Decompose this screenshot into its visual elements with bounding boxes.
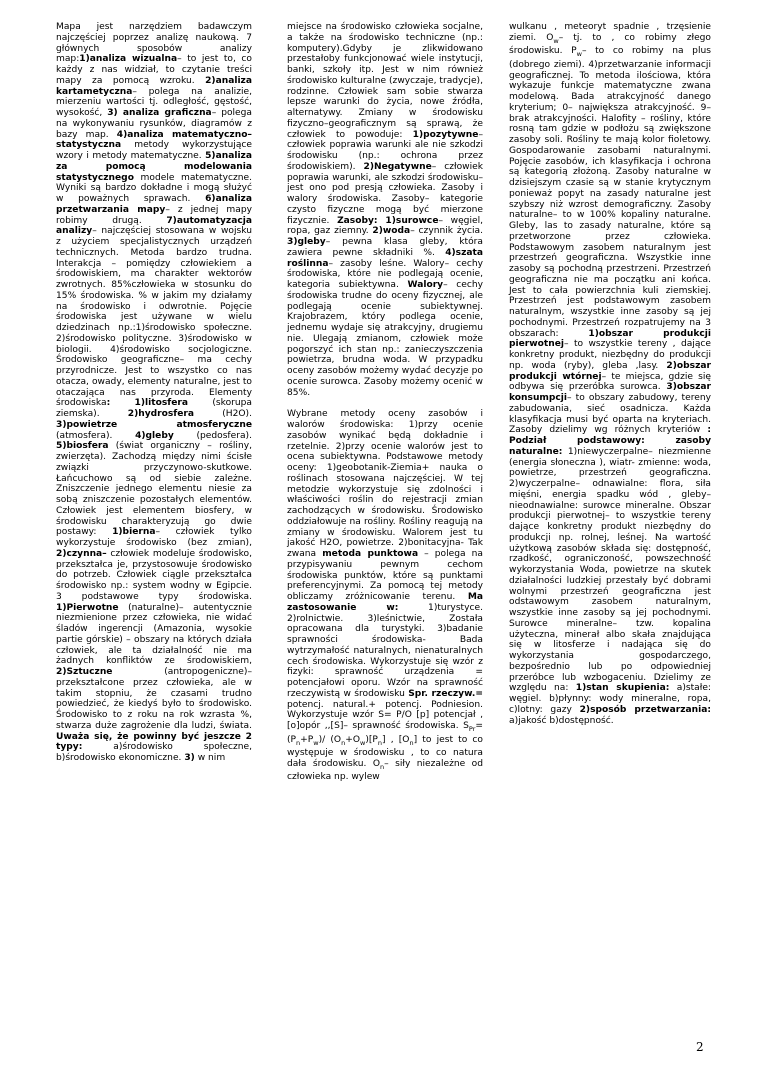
text-run: (skorupa ziemska). [56, 398, 252, 419]
text-run: – tj. to , co robimy złego środowisku. P [509, 32, 712, 57]
bold-text: 2)sposób przetwarzania: [579, 704, 711, 715]
bold-text: 2)obszar produkcji wtórnej [509, 360, 711, 382]
text-run: (atmosfera). [56, 430, 136, 441]
bold-text: 6)analiza przetwarzania mapy [56, 194, 252, 215]
bold-text: Walory [407, 280, 444, 290]
bold-text: 5)analiza za pomocą modelowania statystycznego [56, 151, 252, 183]
bold-text: 4)szata roślinna [287, 247, 483, 269]
text-run [110, 398, 134, 408]
text-run: potencj. natural.+ potencj. Podniesion. Wykorzystuje wzór S= P/O [p] potencjał ,[o]opór ,,[S]– sprawność środowiska. S [287, 699, 483, 731]
text-run: – pewna klasa gleby, która zawiera pewne składniki %. [287, 237, 483, 258]
bold-text: 1)analiza wizualna [79, 54, 178, 65]
subscript-text: w [553, 36, 559, 45]
page-number: 2 [696, 1040, 704, 1054]
text-run: – czynnik życia. [410, 226, 483, 237]
text-run: – polega na analizie, mierzeniu wartości tj. odległość, gęstość, wysokość, [56, 86, 252, 118]
text-run: – cechy środowiska trudne do oceny fizycznej, ale podlegają ocenie subiektywnej. Krajobrazem, który podlega ocenie, jednemu wydaje się atrakcyjny, drugiemu nie. Ulegają zmianom, człowiek może pogorszyć ich stan np.: zanieczyszczenia powietrza, brudna woda. W przypadku oceny zasobów możemy wydać decyzje po ocenie surowca. Zasoby możemy ocenić w 85%. [287, 280, 483, 398]
bold-text: 2)hydrosfera [127, 409, 195, 419]
text-run: a)środowisko społeczne, b)środowisko ekonomiczne. [56, 742, 252, 763]
bold-text: Uważa się, że powinny być jeszcze 2 typy: [56, 731, 252, 753]
subscript-text: n [380, 762, 385, 771]
bold-text: 3) analiza graficzna [107, 108, 212, 118]
bold-text: : Podział podstawowy: zasoby naturalne: [509, 425, 711, 457]
text-run: – to obszary zabudowy, tereny zabudowania, sieć osadnicza. Każda klasyfikacja musi być oparta na kryteriach. Zasoby dzielimy wg różnych kryteriów [509, 393, 711, 436]
text-run: (świat organiczny – rośliny, zwierzęta). Zachodzą między nimi ścisłe związki przyczynowo-skutkowe. Łańcuchowo są od siebie zależne. Zniszczenie jednego elementu niesie za sobą zniszczenie pozostałych elementów. Człowiek jest elementem biosfery, w środowisku charakteryzują go dwie postawy: [56, 441, 252, 538]
paragraph [287, 409, 483, 783]
bold-text: Spr. rzeczyw.= [408, 688, 483, 699]
text-run: 1)turystyce. 2)rolnictwie. 3)leśnictwie, Została opracowana dla turystyki. 3)badanie sprawności środowiska- Bada wytrzymałość naturalnych, nienaturalnych cech środowiska. Wykorzystuje się wzór z fizyki: sprawność urządzenia = potencjałowi oporu. Wzór na sprawność rzeczywistą w środowisku [287, 602, 483, 699]
bold-text: 2)woda [372, 226, 411, 237]
text-run: Mapa jest narzędziem badawczym najczęściej poprzez analizę naukową. 7 głównych sposobów analizy map: [56, 22, 252, 65]
text-run: – to jest to, co każdy z nas widział, to czytanie treści mapy za pomocą wzroku. [56, 54, 252, 86]
bold-text: : [106, 398, 111, 409]
bold-text: Ma zastosowanie w: [287, 592, 483, 613]
bold-text: metoda punktowa [322, 549, 419, 559]
text-run: a)stałe: węgiel. b)płynny: wody mineralne, ropa, c)lotny: gazy [509, 683, 711, 715]
text-run: człowiek modeluje środowisko, przekształca je, przystosowuje środowisko do potrzeb. Człowiek ciągle przekształca środowisko np.: system wodny w Egipcie. 3 podstawowe typy środowiska. [56, 548, 252, 602]
bold-text: 3)obszar konsumpcji [509, 382, 711, 404]
text-run: – te miejsca, gdzie się odbywa się przeróbka surowca. [509, 371, 711, 393]
text-run: – człowiek tylko wykorzystuje środowisko (bez zmian), [56, 527, 252, 548]
subscript-text: w [359, 738, 366, 747]
text-run: – to wszystkie tereny , dające konkretny produkt, niezbędny do produkcji np. woda (ryby), gleba ,lasy. [509, 339, 711, 371]
text-run: – z jednej mapy robimy drugą. [56, 204, 252, 226]
subscript-text: n [341, 738, 346, 747]
text-run: – siły niezależne od człowieka np. wylew [287, 758, 483, 783]
paragraph [56, 22, 252, 764]
text-run: )[P [365, 734, 378, 745]
paragraph [287, 22, 483, 398]
text-run: )/ (O [318, 734, 342, 745]
text-column-2 [287, 22, 483, 783]
subscript-text: w [576, 50, 582, 59]
text-run: a)jakość b)dostępność. [509, 715, 614, 726]
bold-text: 5)biosfera [56, 441, 109, 452]
text-run: w nim [194, 753, 226, 763]
text-column-1 [56, 22, 252, 764]
text-run: (naturalne)– autentycznie niezmienione przez człowieka, nie widać śladów ingerencji (Amazonia, wysokie partie górskie) – obszary na których działa człowiek, ale ta działalność nie ma żadnych konfliktów ze środowiskiem, [56, 602, 252, 667]
subscript-text: Pr [468, 724, 476, 733]
text-run: – człowiek poprawia warunki, ale szkodzi środowisku– jest ono pod presją człowieka. Zasoby i walory środowiska. Zasoby– kategorie czysto fizyczne mogą być mierzone fizycznie. [287, 161, 483, 226]
paragraph-gap [287, 398, 483, 409]
subscript-text: n [296, 738, 301, 747]
text-run: miejsce na środowisko człowieka socjalne, a także na środowisko techniczne (np.: komputery).Gdyby je zlikwidowano przestałoby funkcjonować wiele instytucji, banki, szkoły itp. Jest w nim również środowisko kulturalne (zwyczaje, tradycje), rodzinne. Człowiek sam sobie stwarza lepsze warunki do życia, nowe źródła, alternatywy. Zmiany w środowisku fizyczno–geograficznym są sprawą, że człowiek to powoduje: [287, 22, 483, 140]
bold-text: 1)obszar produkcji pierwotnej [509, 328, 711, 350]
text-run: (H2O). [194, 409, 252, 419]
text-run: ] , [O [382, 734, 410, 745]
bold-text: 3) [184, 753, 195, 763]
text-run: metody wykorzystujące wzory i metody matematyczne. [56, 140, 252, 161]
text-run: – najczęściej stosowana w wojsku z użyciem specjalistycznych urządzeń technicznych. Metoda bardzo trudna. Interakcja – pomiędzy człowiekiem a środowiskiem, ma charakter wektorów zwrotnych. 85%człowieka w stosunku do 15% środowiska. % w jakim my działamy na środowisko i odwrotnie. Pojęcie środowiska jest używane w wielu dziedzinach np.:1)środowisko społeczne. 2)środowisko polityczne. 3)środowisko w biologii. 4)środowisko socjologiczne. Środowisko geograficzne– ma cechy przyrodnicze. Jest to wszystko co nas otacza, owady, elementy naturalne, jest to otaczająca nas przyroda. Elementy środowiska [56, 226, 252, 409]
bold-text: 7)automatyzacja analizy [56, 215, 252, 237]
bold-text: 1)stan skupienia: [575, 683, 670, 694]
bold-text: 2)Negatywne [363, 161, 432, 172]
text-run: wulkanu , meteoryt spadnie , trzęsienie ziemi. O [509, 22, 711, 43]
text-column-3 [509, 22, 711, 726]
text-run: – człowiek poprawia warunki ale nie szkodzi środowisku (np.: ochrona przez środowiskiem). [287, 129, 483, 172]
text-run: = (P [287, 721, 483, 745]
bold-text: 1)pozytywne [412, 129, 479, 140]
text-run: 1)niewyczerpalne– niezmienne (energia słoneczna ), wiatr- zmienne: woda, powietrze, przestrzeń geograficzna. 2)wyczerpalne– odnawialne: flora, siła mięśni, energia spadku wód , gleby– nieodnawialne: surowce mineralne. Obszar produkcji pierwotnej– to wszystkie tereny dające konkretny produkt niezbędny do produkcji np. rolnej, leśnej. Na wartość użytkową zasobów składa się: dostępność, rzadkość, ograniczoność, powszechność wykorzystania Woda, powietrze na skutek działalności ludzkiej przestały być dobrami wolnymi przestrzeń geograficzna jest odstawowym zasobem naturalnym, wszystkie inne zasoby są jej pochodnymi. Surowce mineralne– tzw. kopalina użyteczna, minerał albo skała znajdująca się w litosferze i nadająca się do wykorzystania gospodarczego, bezpośrednio lub po odpowiedniej przeróbce lub wzbogaceniu. Dzielimy ze względu na: [509, 446, 711, 694]
text-run: – polega na wykonywaniu rysunków, diagramów z bazy map. [56, 108, 252, 140]
text-run: – węgiel, ropa, gaz ziemny. [287, 215, 483, 237]
bold-text: 1)bierna [112, 527, 156, 538]
bold-text: 4)analiza matematyczno– statystyczna [56, 129, 252, 151]
subscript-text: n [377, 738, 383, 747]
bold-text: 1)Pierwotne [56, 602, 119, 613]
bold-text: 2)Sztuczne [56, 667, 113, 677]
text-run: Wybrane metody oceny zasobów i walorów środowiska: 1)przy ocenie zasobów wynikać będą dokładnie i rzetelnie. 2)przy ocenie walorów jest to ocena subiektywna. Podstawowe metody oceny: 1)geobotanik-Ziemia+ nauka o roślinach stosowana najczęściej. W tej metodzie wykorzystuje się zdolności i właściwości roślin do rejestracji zmian zachodzących w środowisku. Środowisko oddziałowuje na rośliny. Rośliny reagują na zmiany w środowisku. Walorem jest tu jakość H2O, powietrze. 2)bonitacyjna- Tak zwana [287, 409, 483, 559]
text-run: +O [345, 734, 360, 745]
text-run: +P [300, 734, 314, 745]
subscript-text: w [313, 738, 319, 747]
bold-text: Zasoby: 1)surowce [337, 215, 439, 226]
bold-text: 1)litosfera [134, 398, 189, 409]
text-run: ] to jest to co występuje w środowisku , to co natura dała środowisku. O [287, 734, 483, 769]
bold-text: 2)czynna– [56, 548, 107, 559]
text-run: (antropogeniczne)– przekształcone przez człowieka, ale w takim stopniu, że czasami trudno powiedzieć, że kiedyś było to środowisko. Środowisko to z roku na rok wzrasta %, stwarza duże zagrożenie dla ludzi, świata. [56, 667, 252, 731]
bold-text: 3)powietrze atmosferyczne [56, 419, 252, 430]
bold-text: 3)gleby [287, 237, 326, 247]
text-run: – polega na przypisywaniu pewnym cechom środowiska punktów, które są punktami preferencyjnymi. Za pomocą tej metody obliczamy zróżnicowanie terenu. [287, 549, 483, 602]
text-run: (pedosfera). [173, 430, 252, 441]
text-run: – to co robimy na plus (dobrego ziemi). 4)przetwarzanie informacji geograficznej. To metoda ilościowa, która wykazuje funkcje matematyczne zwana modelową. Bada atrakcyjność danego kryterium; 0– największa atrakcyjność. 9– brak atrakcyjności. Halofity – rośliny, które rosną tam gdzie w podłożu są zwiększone zasoby soli. Rośliny te mają kolor fioletowy. Gospodarowanie zasobami naturalnymi. Pojęcie zasobów, ich klasyfikacja i ochrona są kategorią złożoną. Zasoby naturalne w dzisiejszym czasie są w stanie krytycznym ponieważ popyt na zasady naturalne jest szybszy niż wzrost demograficzny. Zasoby naturalne– to w 100% kopaliny naturalne. Gleby, las to zasady naturalne, które są przetworzone przez człowieka. Podstawowym zasobem naturalnym jest przestrzeń geograficzna. Wszystkie inne zasoby są pochodną przestrzeni. Przestrzeń geograficzna nie ma początku ani końca. Jest to cała powierzchnia kuli ziemskiej. Przestrzeń jest podstawowym zasobem naturalnym, wszystkie inne zasoby są jej pochodnymi. Przestrzeń rozpatrujemy na 3 obszarach: [509, 46, 711, 339]
bold-text: 2)analiza kartametyczna [56, 75, 252, 97]
bold-text: 4)gleby [135, 430, 174, 441]
text-run: – zasoby leśne. Walory– cechy środowiska, które nie podlegają ocenie, kategoria subiektywna. [287, 258, 483, 290]
paragraph [509, 22, 711, 726]
text-run: modele matematyczne. Wyniki są bardzo dokładne i mogą służyć w poważnych sprawach. [56, 172, 252, 204]
subscript-text: n [409, 738, 414, 747]
